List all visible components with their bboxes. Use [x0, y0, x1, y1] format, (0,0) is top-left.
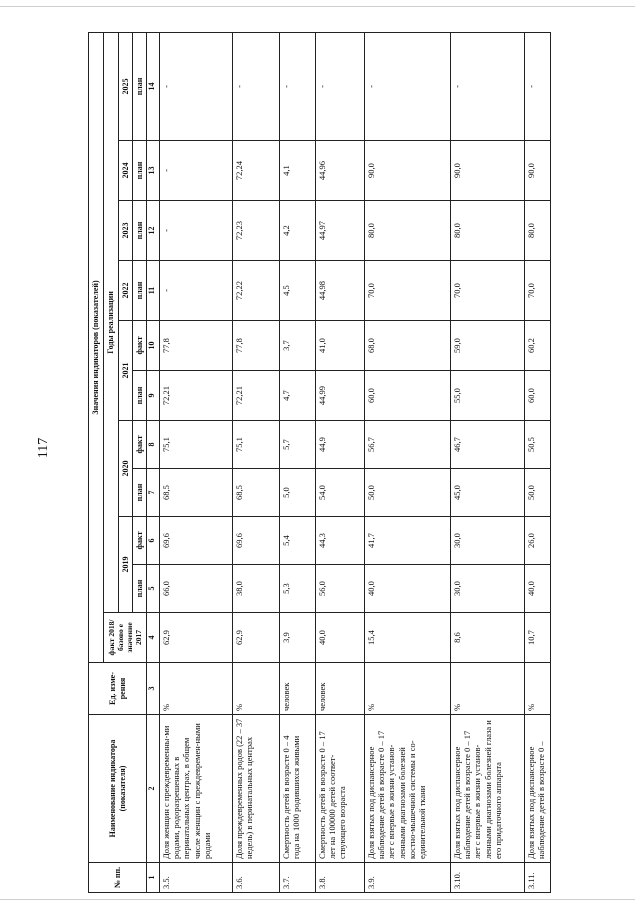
- cell-plan-2019: 38,0: [233, 565, 280, 613]
- cell-plan-2025: -: [451, 32, 525, 140]
- cell-no: 3.11.: [525, 863, 551, 893]
- cell-plan-2022: -: [160, 261, 233, 321]
- cell-plan-2023: 80,0: [525, 201, 551, 261]
- cell-plan-2025: -: [233, 32, 280, 140]
- cell-plan-2024: 4,1: [280, 141, 316, 201]
- page-number: 117: [36, 437, 52, 459]
- cell-plan-2024: 90,0: [365, 141, 451, 201]
- cell-plan-2022: 70,0: [525, 261, 551, 321]
- header-plan: план: [133, 201, 147, 261]
- cell-plan-2022: 72,22: [233, 261, 280, 321]
- cell-plan-2021: 60,0: [525, 371, 551, 421]
- cell-name: Доля женщин с преждевременны-ми родами, родоразрешенных в перинатальных центрах, в общем числе женщин с преждевремен-ными родами: [160, 715, 233, 863]
- cell-name: Доля взятых под диспансерное наблюдение детей в возрасте 0 –: [525, 715, 551, 863]
- table-row: [316, 32, 365, 892]
- cell-unit: %: [160, 663, 233, 715]
- cell-base: 40,0: [316, 613, 365, 663]
- cell-no: 3.6.: [233, 863, 280, 893]
- cell-fact-2019: 5,4: [280, 517, 316, 565]
- table-row: [365, 32, 451, 892]
- table-row: [160, 32, 233, 892]
- col-number: 11: [147, 261, 160, 321]
- header-years-group: Годы реализации: [104, 32, 119, 612]
- cell-plan-2024: 90,0: [525, 141, 551, 201]
- cell-name: Доля взятых под диспансерное наблюдение детей в возрасте 0 – 17 лет с впервые в жизни установ-ленными диагнозами болезней глаза и его придаточного аппарата: [451, 715, 525, 863]
- cell-plan-2024: 90,0: [451, 141, 525, 201]
- col-number: 13: [147, 141, 160, 201]
- cell-fact-2021: 41,0: [316, 321, 365, 371]
- cell-fact-2019: 69,6: [233, 517, 280, 565]
- header-year-2021: 2021: [119, 321, 133, 421]
- cell-unit: %: [233, 663, 280, 715]
- col-number: 12: [147, 201, 160, 261]
- cell-plan-2020: 54,0: [316, 469, 365, 517]
- cell-fact-2020: 44,9: [316, 421, 365, 469]
- header-plan: план: [133, 141, 147, 201]
- cell-plan-2019: 40,0: [365, 565, 451, 613]
- cell-name: Смертность детей в возрасте 0 – 4 года на 1000 родившихся живыми: [280, 715, 316, 863]
- header-plan: план: [133, 371, 147, 421]
- cell-plan-2021: 55,0: [451, 371, 525, 421]
- cell-no: 3.7.: [280, 863, 316, 893]
- cell-plan-2021: 72,21: [233, 371, 280, 421]
- cell-name: Смертность детей в возрасте 0 – 17 лет на 100000 детей соответ-ствующего возраста: [316, 715, 365, 863]
- cell-plan-2022: 70,0: [365, 261, 451, 321]
- cell-base: 62,9: [233, 613, 280, 663]
- cell-fact-2021: 60,2: [525, 321, 551, 371]
- cell-base: 10,7: [525, 613, 551, 663]
- cell-plan-2023: 72,23: [233, 201, 280, 261]
- cell-fact-2020: 5,7: [280, 421, 316, 469]
- header-plan: план: [133, 565, 147, 613]
- col-number: 4: [147, 613, 160, 663]
- cell-plan-2020: 5,0: [280, 469, 316, 517]
- cell-plan-2025: -: [160, 32, 233, 140]
- header-year-2023: 2023: [119, 201, 133, 261]
- cell-base: 3,9: [280, 613, 316, 663]
- table-row: [280, 32, 316, 892]
- cell-plan-2019: 56,0: [316, 565, 365, 613]
- table-row: [525, 32, 551, 892]
- cell-unit: человек: [316, 663, 365, 715]
- cell-plan-2020: 68,5: [160, 469, 233, 517]
- header-fact: факт: [133, 321, 147, 371]
- cell-plan-2019: 5,3: [280, 565, 316, 613]
- cell-base: 15,4: [365, 613, 451, 663]
- cell-fact-2019: 41,7: [365, 517, 451, 565]
- col-number: 6: [147, 517, 160, 565]
- cell-fact-2020: 75,1: [233, 421, 280, 469]
- header-year-2025: 2025: [119, 32, 133, 140]
- cell-fact-2020: 56,7: [365, 421, 451, 469]
- cell-unit: человек: [280, 663, 316, 715]
- col-number: 2: [147, 715, 160, 863]
- cell-no: 3.9.: [365, 863, 451, 893]
- col-number: 3: [147, 663, 160, 715]
- cell-fact-2021: 77,8: [233, 321, 280, 371]
- cell-no: 3.5.: [160, 863, 233, 893]
- cell-plan-2022: 70,0: [451, 261, 525, 321]
- table-row: [451, 32, 525, 892]
- cell-plan-2019: 40,0: [525, 565, 551, 613]
- cell-plan-2020: 50,0: [525, 469, 551, 517]
- scan-artifact-top: [0, 6, 635, 7]
- cell-fact-2019: 44,3: [316, 517, 365, 565]
- header-values-group: Значения индикаторов (показателей): [89, 32, 104, 662]
- col-number: 14: [147, 32, 160, 140]
- header-fact: факт: [133, 421, 147, 469]
- column-numbers-row: [147, 32, 160, 892]
- cell-plan-2021: 4,7: [280, 371, 316, 421]
- header-name: Наименование индикатора (показателя): [89, 715, 147, 863]
- table-row: [233, 32, 280, 892]
- cell-no: 3.10.: [451, 863, 525, 893]
- cell-plan-2019: 66,0: [160, 565, 233, 613]
- cell-plan-2025: -: [280, 32, 316, 140]
- col-number: 7: [147, 469, 160, 517]
- cell-plan-2024: 44,96: [316, 141, 365, 201]
- cell-unit: %: [525, 663, 551, 715]
- cell-plan-2025: -: [365, 32, 451, 140]
- cell-fact-2021: 68,0: [365, 321, 451, 371]
- cell-no: 3.8.: [316, 863, 365, 893]
- cell-plan-2023: -: [160, 201, 233, 261]
- header-year-2024: 2024: [119, 141, 133, 201]
- scan-artifact-bottom: [0, 899, 635, 900]
- cell-plan-2021: 44,99: [316, 371, 365, 421]
- cell-unit: %: [451, 663, 525, 715]
- cell-fact-2019: 26,0: [525, 517, 551, 565]
- table-body: [160, 32, 551, 892]
- cell-plan-2023: 80,0: [451, 201, 525, 261]
- cell-plan-2021: 72,21: [160, 371, 233, 421]
- rotated-table-wrapper: [88, 33, 613, 893]
- cell-plan-2023: 4,2: [280, 201, 316, 261]
- cell-plan-2022: 4,5: [280, 261, 316, 321]
- cell-fact-2020: 46,7: [451, 421, 525, 469]
- cell-name: Доля взятых под диспансерное наблюдение детей в возрасте 0 – 17 лет с впервые в жизни установ-ленными диагнозами болезней костно-мышечной системы и со-единительной ткани: [365, 715, 451, 863]
- cell-fact-2019: 69,6: [160, 517, 233, 565]
- col-number: 10: [147, 321, 160, 371]
- header-unit: Ед. изме-рения: [89, 663, 147, 715]
- cell-plan-2020: 45,0: [451, 469, 525, 517]
- cell-plan-2020: 68,5: [233, 469, 280, 517]
- cell-plan-2023: 44,97: [316, 201, 365, 261]
- header-year-2022: 2022: [119, 261, 133, 321]
- header-base: факт 2018/базово е значение 2017: [104, 613, 147, 663]
- header-year-2019: 2019: [119, 517, 133, 613]
- cell-fact-2019: 30,0: [451, 517, 525, 565]
- header-year-2020: 2020: [119, 421, 133, 517]
- header-plan: план: [133, 469, 147, 517]
- header-num: № пп.: [89, 863, 147, 893]
- header-fact: факт: [133, 517, 147, 565]
- cell-plan-2019: 30,0: [451, 565, 525, 613]
- col-number: 1: [147, 863, 160, 893]
- cell-base: 62,9: [160, 613, 233, 663]
- cell-fact-2020: 50,5: [525, 421, 551, 469]
- cell-plan-2023: 80,0: [365, 201, 451, 261]
- cell-fact-2020: 75,1: [160, 421, 233, 469]
- cell-fact-2021: 59,0: [451, 321, 525, 371]
- cell-name: Доля преждевременных родов (22 – 37 недель) в перинатальных центрах: [233, 715, 280, 863]
- col-number: 9: [147, 371, 160, 421]
- cell-plan-2025: -: [316, 32, 365, 140]
- indicators-table: [88, 32, 551, 893]
- cell-fact-2021: 77,8: [160, 321, 233, 371]
- cell-base: 8,6: [451, 613, 525, 663]
- header-plan: план: [133, 32, 147, 140]
- header-plan: план: [133, 261, 147, 321]
- cell-plan-2024: 72,24: [233, 141, 280, 201]
- cell-plan-2024: -: [160, 141, 233, 201]
- cell-unit: %: [365, 663, 451, 715]
- col-number: 8: [147, 421, 160, 469]
- cell-fact-2021: 3,7: [280, 321, 316, 371]
- cell-plan-2022: 44,98: [316, 261, 365, 321]
- cell-plan-2025: -: [525, 32, 551, 140]
- cell-plan-2020: 50,0: [365, 469, 451, 517]
- cell-plan-2021: 60,0: [365, 371, 451, 421]
- col-number: 5: [147, 565, 160, 613]
